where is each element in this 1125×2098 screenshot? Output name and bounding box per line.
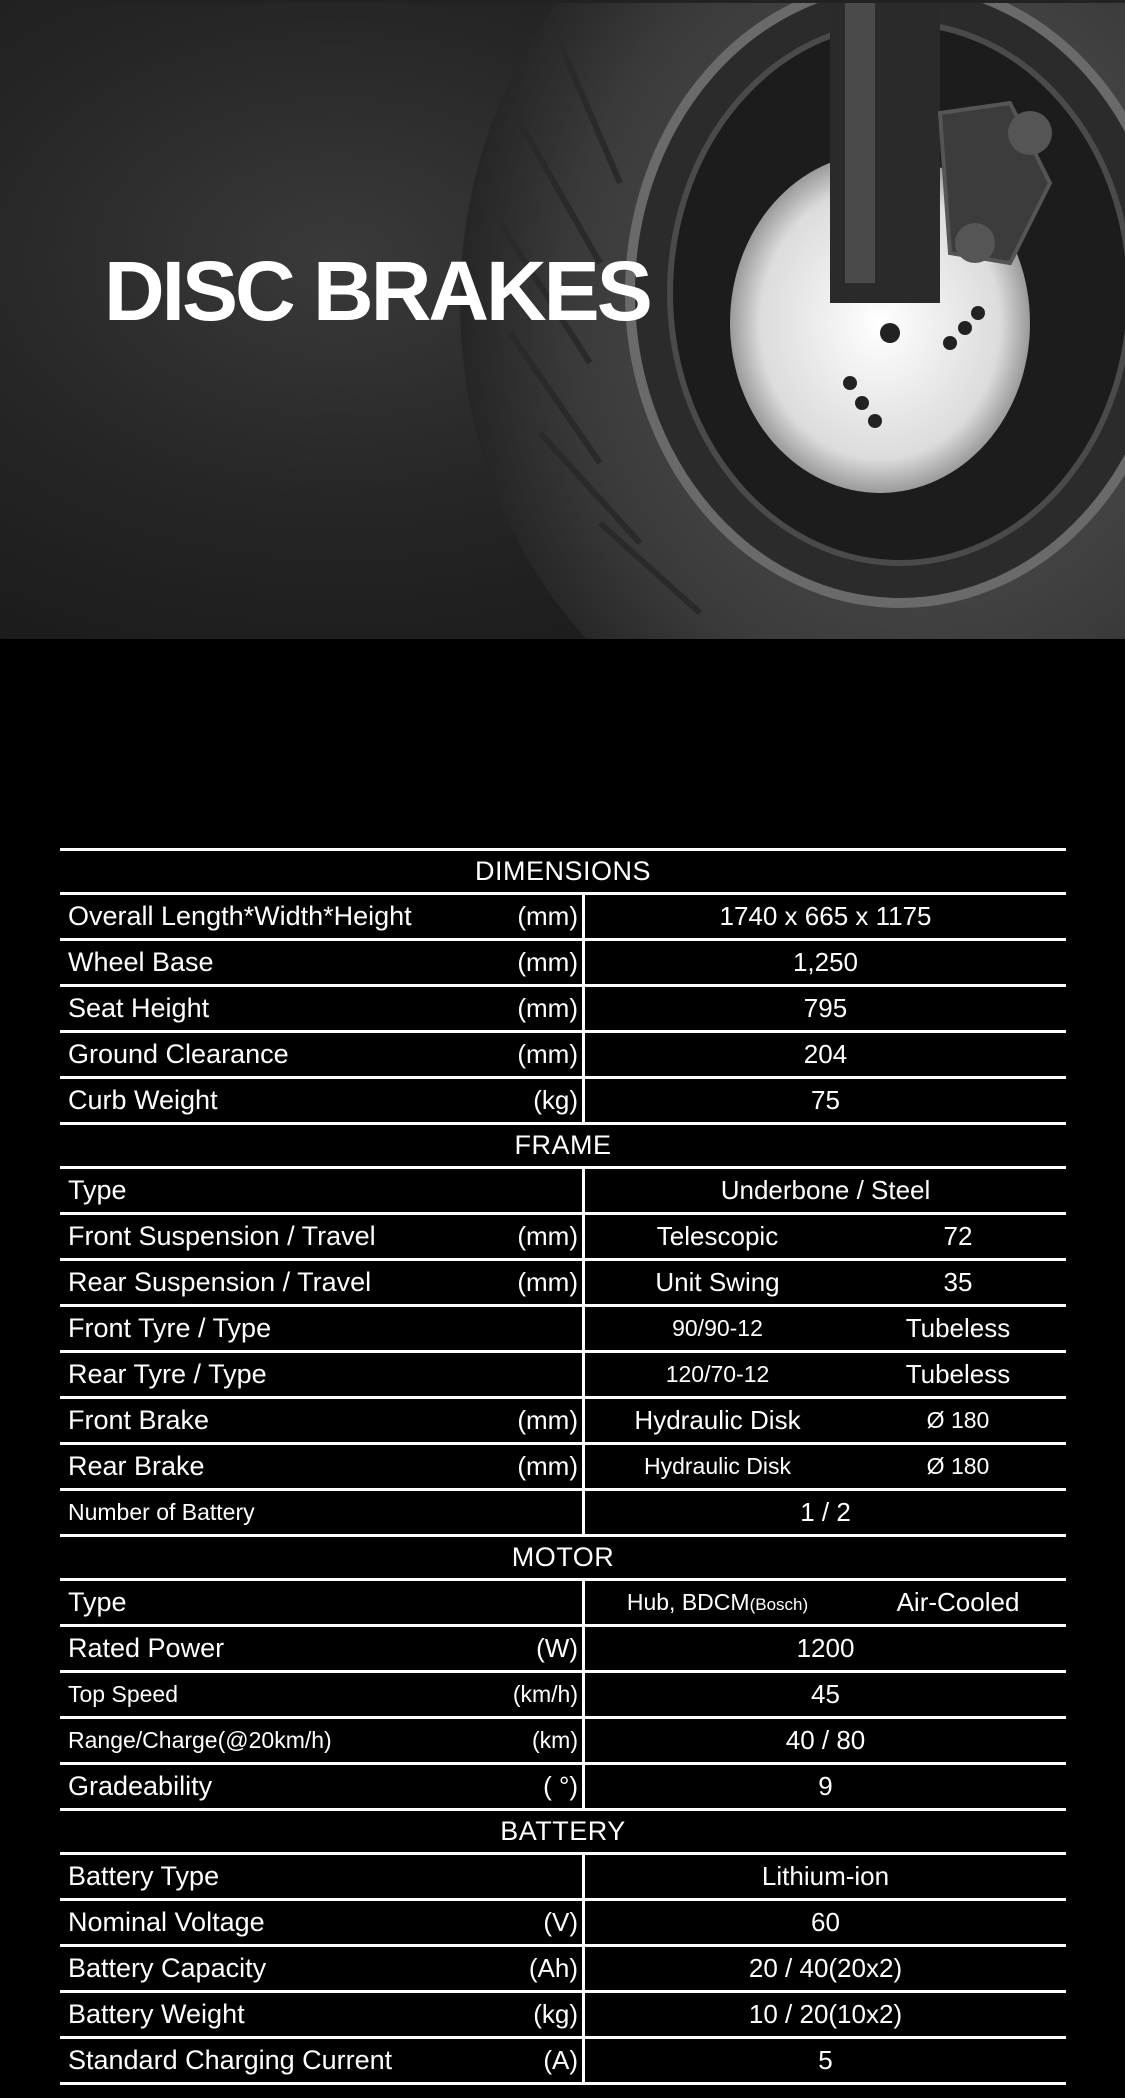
- table-row: [60, 1900, 1066, 1946]
- spec-label: Rear Suspension / Travel: [60, 1260, 498, 1306]
- spec-unit: (mm): [498, 894, 584, 940]
- spec-unit: (mm): [498, 1214, 584, 1260]
- spec-value: 40 / 80: [584, 1718, 1067, 1764]
- spec-label: Front Tyre / Type: [60, 1306, 498, 1352]
- spec-label: Type: [60, 1168, 498, 1214]
- spec-label: Type: [60, 1580, 498, 1626]
- spec-unit: [498, 1352, 584, 1398]
- spec-label: Number of Battery: [60, 1490, 498, 1536]
- section-title: BATTERY: [60, 1810, 1066, 1854]
- spec-table: [60, 848, 1066, 2085]
- spec-value: 60: [584, 1900, 1067, 1946]
- spec-unit: (mm): [498, 1032, 584, 1078]
- motor-brand-note: (Bosch): [749, 1595, 809, 1614]
- table-row: [60, 1946, 1066, 1992]
- spec-value: 5: [584, 2038, 1067, 2084]
- section-title: MOTOR: [60, 1536, 1066, 1580]
- spec-value: Underbone / Steel: [584, 1168, 1067, 1214]
- spec-unit: (V): [498, 1900, 584, 1946]
- table-row: [60, 1168, 1066, 1214]
- spec-unit: [498, 1580, 584, 1626]
- spec-value: 1200: [584, 1626, 1067, 1672]
- table-row: [60, 1214, 1066, 1260]
- spec-value-primary: 90/90-12: [584, 1306, 851, 1352]
- spec-value-secondary: 35: [850, 1260, 1066, 1306]
- spec-unit: (kg): [498, 1992, 584, 2038]
- table-row: [60, 1992, 1066, 2038]
- section-title: FRAME: [60, 1124, 1066, 1168]
- spec-unit: (W): [498, 1626, 584, 1672]
- hero-title: DISC BRAKES: [104, 244, 650, 338]
- spec-value-secondary: Air-Cooled: [850, 1580, 1066, 1626]
- table-row: [60, 1672, 1066, 1718]
- spec-value-secondary: Tubeless: [850, 1306, 1066, 1352]
- table-row: [60, 2038, 1066, 2084]
- spec-unit: (mm): [498, 1260, 584, 1306]
- table-row: [60, 1260, 1066, 1306]
- table-row: [60, 1718, 1066, 1764]
- table-row: [60, 940, 1066, 986]
- spec-label: Rear Tyre / Type: [60, 1352, 498, 1398]
- table-row: [60, 1764, 1066, 1810]
- spec-label: Curb Weight: [60, 1078, 498, 1124]
- spec-value-secondary: 72: [850, 1214, 1066, 1260]
- table-row: [60, 1490, 1066, 1536]
- spec-label: Front Brake: [60, 1398, 498, 1444]
- spec-unit: (mm): [498, 940, 584, 986]
- spec-label: Ground Clearance: [60, 1032, 498, 1078]
- spec-label: Nominal Voltage: [60, 1900, 498, 1946]
- spec-value-secondary: Tubeless: [850, 1352, 1066, 1398]
- table-row: [60, 894, 1066, 940]
- section-header-battery: [60, 1810, 1066, 1854]
- spec-unit: [498, 1490, 584, 1536]
- spec-label: Gradeability: [60, 1764, 498, 1810]
- spec-label: Battery Type: [60, 1854, 498, 1900]
- spec-value-primary: Hydraulic Disk: [584, 1444, 851, 1490]
- spec-unit: ( °): [498, 1764, 584, 1810]
- spec-unit: (km): [498, 1718, 584, 1764]
- spec-unit: (km/h): [498, 1672, 584, 1718]
- spec-value-primary: 120/70-12: [584, 1352, 851, 1398]
- spec-value-secondary: Ø 180: [850, 1398, 1066, 1444]
- spec-value: 1740 x 665 x 1175: [584, 894, 1067, 940]
- spec-value: 1 / 2: [584, 1490, 1067, 1536]
- spec-table-container: [60, 848, 1066, 2085]
- spec-label: Rated Power: [60, 1626, 498, 1672]
- table-row: [60, 1352, 1066, 1398]
- table-row: [60, 1306, 1066, 1352]
- motor-type-text: Hub, BDCM: [626, 1589, 750, 1615]
- spec-label: Battery Capacity: [60, 1946, 498, 1992]
- section-header-frame: [60, 1124, 1066, 1168]
- hero-banner: [0, 0, 1125, 639]
- spec-label: Rear Brake: [60, 1444, 498, 1490]
- spec-unit: [498, 1168, 584, 1214]
- spec-unit: [498, 1854, 584, 1900]
- spec-label: Top Speed: [60, 1672, 498, 1718]
- spec-value-primary: Unit Swing: [584, 1260, 851, 1306]
- table-row: [60, 1626, 1066, 1672]
- spec-unit: (A): [498, 2038, 584, 2084]
- spec-label: Wheel Base: [60, 940, 498, 986]
- spec-label: Standard Charging Current: [60, 2038, 498, 2084]
- spec-value: 1,250: [584, 940, 1067, 986]
- table-row: [60, 1078, 1066, 1124]
- spec-value: 10 / 20(10x2): [584, 1992, 1067, 2038]
- spec-label: Seat Height: [60, 986, 498, 1032]
- table-row: [60, 1032, 1066, 1078]
- spec-value: 795: [584, 986, 1067, 1032]
- spec-value-primary: Telescopic: [584, 1214, 851, 1260]
- table-row: [60, 1398, 1066, 1444]
- spec-value-secondary: Ø 180: [850, 1444, 1066, 1490]
- spec-value: 204: [584, 1032, 1067, 1078]
- spec-label: Overall Length*Width*Height: [60, 894, 498, 940]
- section-header-motor: [60, 1536, 1066, 1580]
- spec-value-primary: Hydraulic Disk: [584, 1398, 851, 1444]
- spec-label: Battery Weight: [60, 1992, 498, 2038]
- spec-value: 75: [584, 1078, 1067, 1124]
- table-row: [60, 1854, 1066, 1900]
- spec-value: 45: [584, 1672, 1067, 1718]
- spec-value-primary: [584, 1580, 851, 1626]
- spec-label: Front Suspension / Travel: [60, 1214, 498, 1260]
- spec-unit: (kg): [498, 1078, 584, 1124]
- table-row: [60, 1580, 1066, 1626]
- section-header-dimensions: [60, 850, 1066, 894]
- spec-label: Range/Charge(@20km/h): [60, 1718, 498, 1764]
- spec-unit: (mm): [498, 1398, 584, 1444]
- spec-unit: (mm): [498, 1444, 584, 1490]
- spec-unit: [498, 1306, 584, 1352]
- spec-value: Lithium-ion: [584, 1854, 1067, 1900]
- spec-unit: (mm): [498, 986, 584, 1032]
- spec-value: 9: [584, 1764, 1067, 1810]
- table-row: [60, 986, 1066, 1032]
- table-row: [60, 1444, 1066, 1490]
- spec-unit: (Ah): [498, 1946, 584, 1992]
- section-title: DIMENSIONS: [60, 850, 1066, 894]
- spec-value: 20 / 40(20x2): [584, 1946, 1067, 1992]
